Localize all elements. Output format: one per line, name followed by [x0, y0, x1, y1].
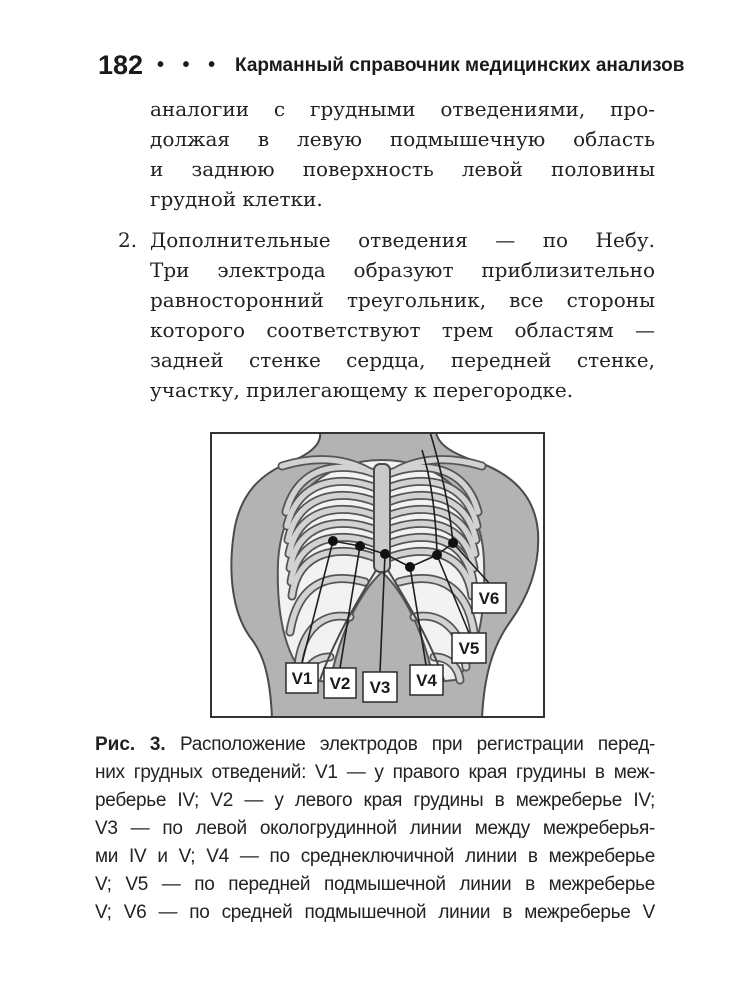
caption-line: реберье IV; V2 — у левого края грудины в межреберье IV;: [95, 790, 655, 811]
text-line: грудной клетки.: [150, 187, 323, 211]
figure-caption: [95, 731, 655, 927]
text-line: участку, прилегающему к перегородке.: [150, 378, 574, 402]
continuation-paragraph: [150, 94, 655, 214]
caption-line: V; V6 — по средней подмышечной линии в межреберье V: [95, 902, 655, 923]
caption-label: Рис. 3.: [95, 734, 166, 755]
electrode-label-v5: V5: [458, 639, 480, 658]
electrode-label-v4: V4: [416, 671, 437, 690]
caption-text: Расположение электродов при регистрации перед-: [180, 734, 655, 755]
list-item-2: [150, 225, 655, 405]
header-dots: • • •: [157, 54, 222, 76]
caption-line: [95, 731, 655, 759]
electrode-placement-figure: [210, 432, 545, 718]
text-line: должая в левую подмышечную область: [150, 127, 655, 151]
text-line: Три электрода образуют приблизительно: [150, 258, 655, 282]
electrode-v4: [405, 562, 415, 572]
text-line: задней стенке сердца, передней стенке,: [150, 348, 655, 372]
electrode-label-v3: V3: [369, 678, 391, 697]
electrode-v5: [432, 550, 442, 560]
electrode-v2: [355, 541, 365, 551]
text-line: аналогии с грудными отведениями, про-: [150, 97, 655, 121]
electrode-v6: [448, 538, 458, 548]
electrode-v1: [328, 536, 338, 546]
caption-line: V; V5 — по передней подмышечной линии в межреберье: [95, 874, 655, 895]
electrode-label-v6: V6: [478, 589, 500, 608]
list-item-number: 2.: [118, 228, 138, 252]
text-line: равносторонний треугольник, все стороны: [150, 288, 655, 312]
text-line: которого соответствуют трем областям —: [150, 318, 655, 342]
text-line: Дополнительные отведения — по Небу.: [150, 228, 655, 252]
caption-line: V3 — по левой окологрудинной линии между межреберья-: [95, 818, 655, 839]
electrode-label-v1: V1: [291, 669, 313, 688]
running-title: Карманный справочник медицинских анализов: [235, 55, 685, 76]
page-number: 182: [98, 50, 144, 80]
text-line: и заднюю поверхность левой половины: [150, 157, 655, 181]
caption-line: ми IV и V; V4 — по среднеключичной линии в межреберье: [95, 846, 655, 867]
caption-line: них грудных отведений: V1 — у правого края грудины в меж-: [95, 762, 655, 783]
electrode-label-v2: V2: [329, 674, 351, 693]
electrode-v3: [380, 549, 390, 559]
